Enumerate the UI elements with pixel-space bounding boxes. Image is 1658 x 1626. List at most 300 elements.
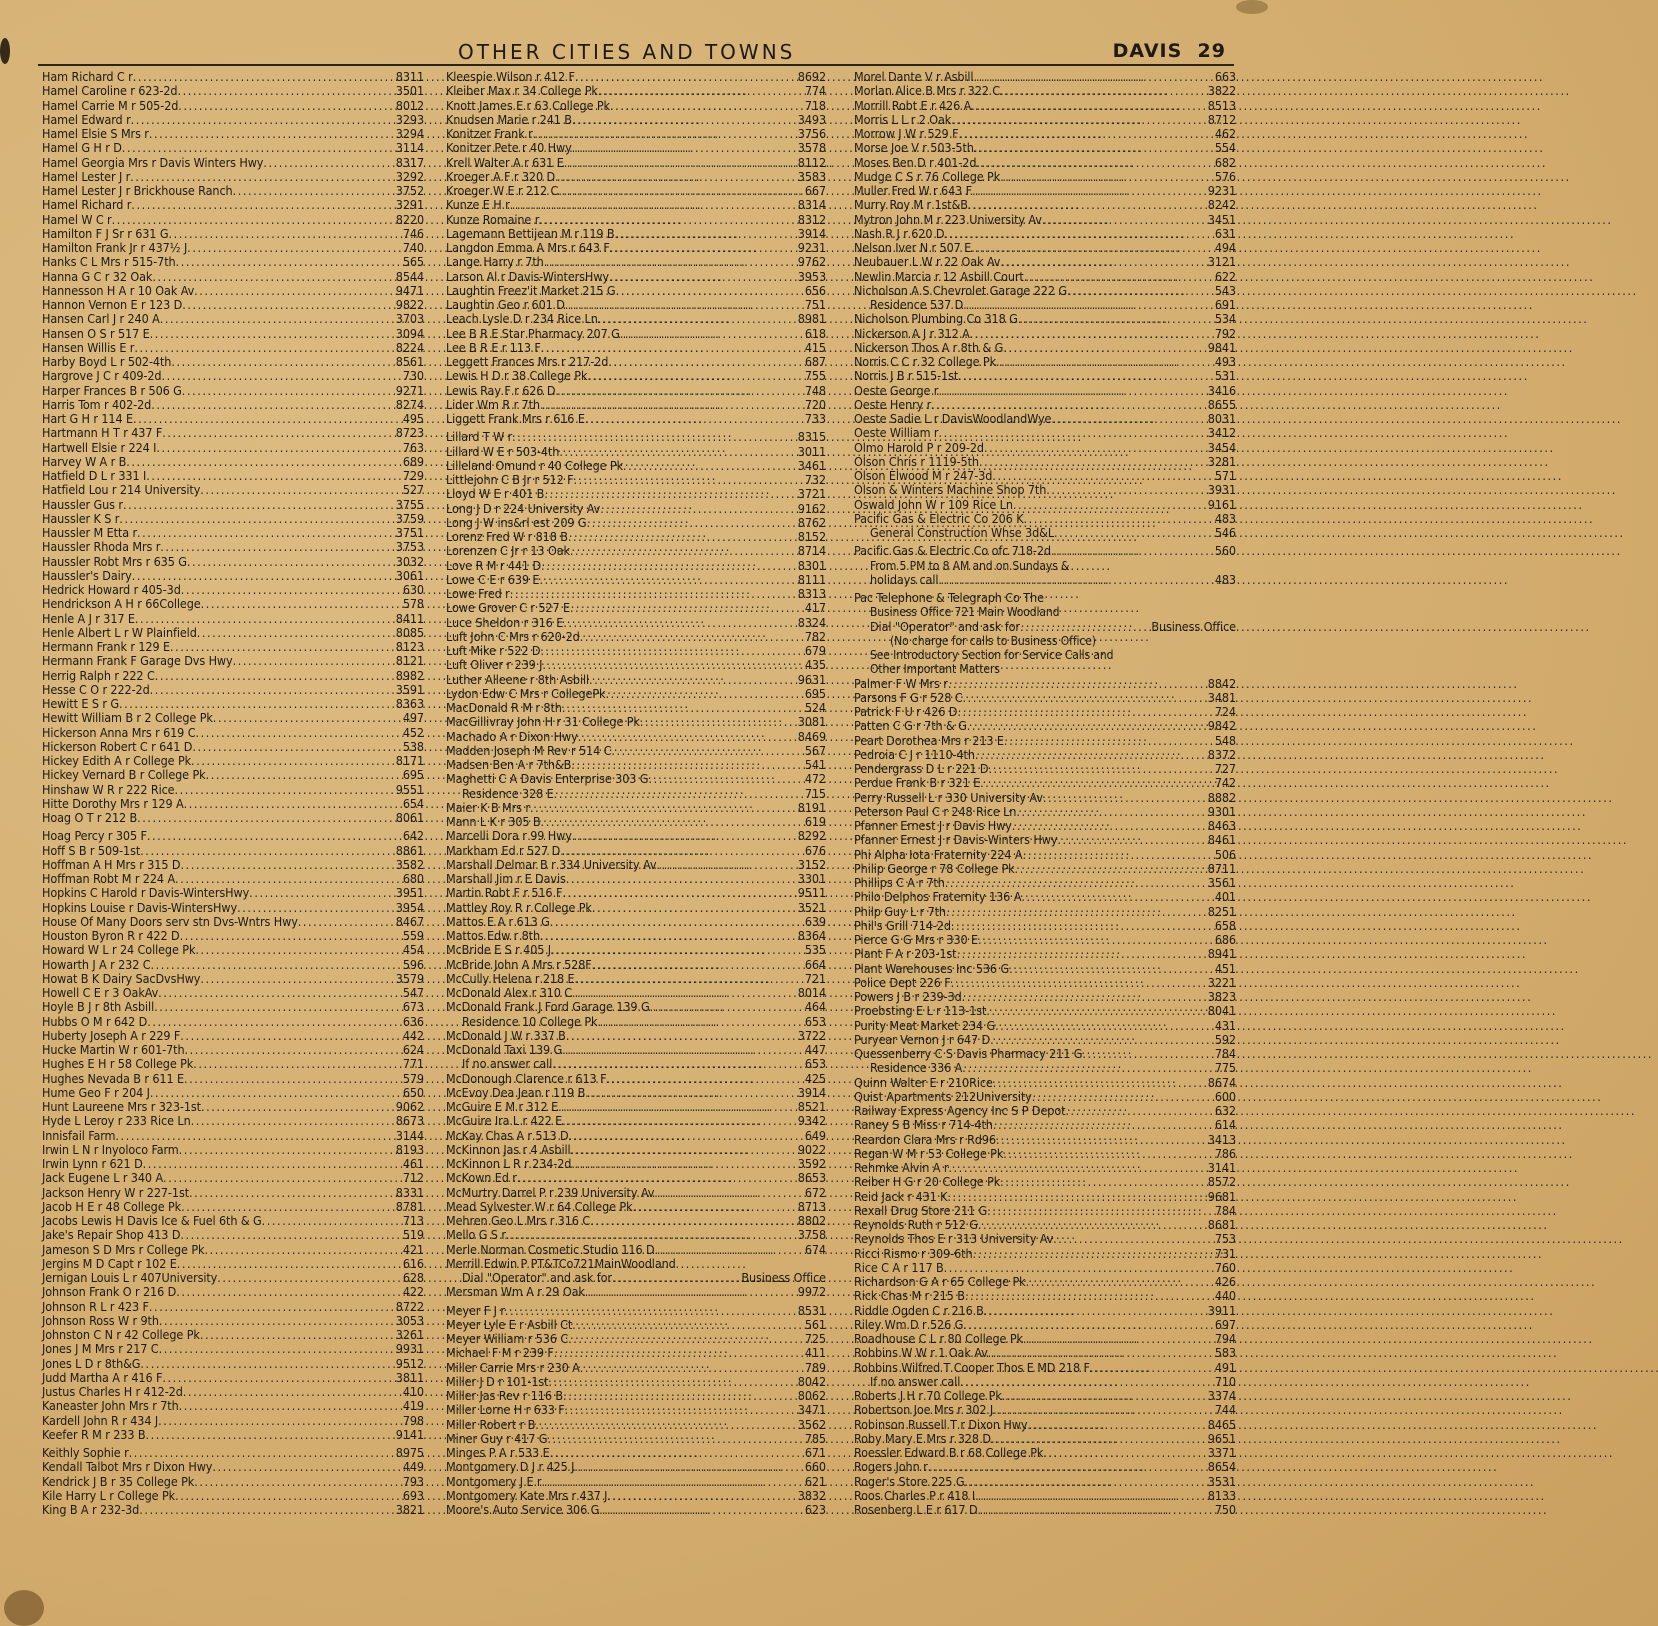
leader-dots — [119, 697, 395, 711]
leader-dots — [971, 99, 1207, 113]
listing-entry — [446, 412, 826, 426]
listing-phone: 494 — [1214, 240, 1236, 255]
listing-name: Roberts J H r 70 College Pk — [854, 1388, 1002, 1403]
leader-dots — [535, 1418, 797, 1432]
leader-dots — [976, 156, 1213, 170]
listing-phone: 8842 — [1207, 675, 1236, 691]
leader-dots — [233, 184, 395, 198]
listing-name: Philo Delphos Fraternity 136 A — [854, 889, 1022, 905]
leader-dots — [541, 341, 804, 355]
listing-name: Jones L D r 8th&G — [42, 1355, 141, 1371]
listing-phone: 3011 — [797, 443, 826, 459]
listing-entry — [854, 355, 1236, 369]
listing-name: Olson Elwood M r 247-3d — [854, 468, 993, 483]
listing-phone: 3371 — [1207, 1445, 1236, 1460]
listing-entry — [446, 601, 826, 615]
listing-name: Roadhouse C L r 80 College Pk — [854, 1331, 1023, 1346]
listing-phone: 653 — [804, 1056, 826, 1072]
leader-dots — [585, 1285, 797, 1299]
listing-name: Luce Sheldon r 316 E — [446, 614, 564, 630]
listing-entry — [446, 1257, 826, 1271]
listing-entry — [446, 1029, 826, 1043]
listing-entry — [446, 369, 826, 383]
listing-entry — [42, 483, 424, 497]
leader-dots — [951, 919, 1214, 933]
leader-dots — [1000, 170, 1214, 184]
listing-entry — [854, 327, 1236, 341]
listing-phone: 721 — [804, 970, 826, 986]
listing-phone: 3721 — [797, 486, 826, 502]
listing-entry — [42, 901, 424, 915]
listing-phone: 8242 — [1207, 197, 1236, 213]
listing-phone: 3061 — [395, 567, 424, 583]
listing-phone: 401 — [1214, 889, 1236, 905]
listing-entry — [446, 943, 826, 957]
listing-entry — [446, 1100, 826, 1114]
leader-dots — [129, 1446, 395, 1460]
listing-name: Purity Meat Market 234 G — [854, 1017, 996, 1033]
leader-dots — [931, 398, 1207, 412]
listing-entry — [446, 487, 826, 501]
leader-dots — [140, 844, 395, 858]
listing-entry — [854, 1033, 1236, 1047]
leader-dots — [640, 715, 797, 729]
leader-dots — [530, 801, 797, 815]
listing-entry — [854, 933, 1236, 947]
leader-dots — [200, 1328, 395, 1342]
leader-dots — [559, 445, 796, 459]
listing-name: Hughes Nevada B r 611 E — [42, 1070, 184, 1086]
listing-phone: 8781 — [395, 1198, 424, 1214]
listing-name: Residence 10 College Pk — [462, 1013, 598, 1029]
listing-phone: 576 — [1214, 168, 1236, 184]
listing-entry — [446, 573, 826, 587]
listing-phone: 3822 — [1207, 83, 1236, 99]
leader-dots — [175, 783, 395, 797]
listing-name: Phi Alpha Iota Fraternity 224 A — [854, 846, 1023, 862]
listing-name: Hewitt E S r G — [42, 696, 119, 711]
listing-phone: 744 — [1214, 1402, 1236, 1418]
leader-dots — [558, 184, 804, 198]
leader-dots — [150, 1086, 402, 1100]
listing-entry — [854, 947, 1236, 961]
listing-name: Reardon Clara Mrs r Rd96 — [854, 1131, 996, 1147]
listing-entry — [854, 573, 1236, 587]
listing-name: Morel Dante V r Asbill — [854, 69, 974, 84]
listing-name: Riley Wm D r 526 G — [854, 1316, 964, 1332]
listing-name: Mead Sylvester W r 64 College Pk — [446, 1198, 633, 1214]
listing-name: Roos Charles P r 418 I — [854, 1487, 976, 1503]
listing-entry — [42, 972, 424, 986]
listing-entry — [42, 369, 424, 383]
listing-phone: 8653 — [797, 1170, 826, 1186]
leader-dots — [563, 1389, 797, 1403]
listing-name: Kendrick J B r 35 College Pk — [42, 1473, 195, 1489]
listing-entry — [446, 1015, 826, 1029]
listing-entry — [854, 1318, 1236, 1332]
leader-dots — [1032, 1090, 1214, 1104]
listing-phone: 527 — [402, 482, 424, 498]
listing-entry — [446, 1143, 826, 1157]
listing-phone: 733 — [804, 411, 826, 426]
leader-dots — [510, 198, 797, 212]
leader-dots — [1042, 213, 1207, 227]
listing-entry — [446, 99, 826, 113]
listing-entry — [854, 384, 1236, 398]
listing-entry — [42, 526, 424, 540]
listing-name: Lewis Ray F r 626 D — [446, 382, 556, 398]
listing-name: Mytron John M r 223 University Av — [854, 211, 1042, 227]
leader-dots — [993, 1403, 1214, 1417]
listing-phone: 9842 — [1207, 718, 1236, 734]
listing-entry — [446, 1475, 826, 1489]
listing-phone: 674 — [804, 1241, 826, 1257]
listing-name: Miller Jas Rev r 116 B — [446, 1388, 563, 1403]
listing-name: Merrill Edwin P PT&TCo721MainWoodland — [446, 1255, 676, 1271]
leader-dots — [1065, 1104, 1213, 1118]
listing-entry — [42, 1228, 424, 1242]
listing-name: Keefer R M r 233 B — [42, 1426, 146, 1442]
listing-entry — [854, 848, 1236, 862]
listing-name: Mersman Wm A r 29 Oak — [446, 1284, 585, 1300]
leader-dots — [928, 1460, 1207, 1474]
listing-name: Pendergrass D L r 221 D — [854, 761, 989, 776]
listing-name: Haussler Rhoda Mrs r — [42, 539, 161, 555]
listing-name: Montgomery J E r — [446, 1473, 542, 1489]
listing-entry — [42, 1157, 424, 1171]
listing-entry — [854, 705, 1236, 719]
listing-phone: 9972 — [797, 1284, 826, 1300]
listing-phone: 3752 — [395, 183, 424, 198]
listing-name: Hughes E H r 58 College Pk — [42, 1056, 194, 1072]
listing-entry — [854, 1275, 1236, 1289]
leader-dots — [992, 469, 1214, 483]
listing-name: Lowe Fred r — [446, 586, 510, 601]
listing-phone: 3753 — [395, 539, 424, 555]
listing-phone: 560 — [1214, 543, 1236, 559]
listing-entry — [446, 1285, 826, 1299]
listing-phone: 798 — [402, 1412, 424, 1428]
leader-dots — [176, 1285, 402, 1299]
listing-name: Huberty Joseph A r 229 F — [42, 1027, 181, 1043]
leader-dots — [980, 776, 1214, 790]
listing-phone: 565 — [402, 254, 424, 270]
listing-phone: 3591 — [395, 681, 424, 697]
listing-name: Hamel Lester J r — [42, 168, 131, 184]
listing-name: If no answer call — [870, 1373, 961, 1389]
listing-phone: 9141 — [395, 1426, 424, 1442]
listing-phone: 3053 — [395, 1312, 424, 1328]
listing-name: Hewitt William B r 2 College Pk — [42, 710, 213, 726]
leader-dots — [541, 559, 797, 573]
listing-name: Regan W M r 53 College Pk — [854, 1145, 1004, 1161]
listing-phone: 483 — [1214, 510, 1236, 526]
leader-dots — [967, 719, 1207, 733]
listing-entry — [42, 1015, 424, 1029]
listing-entry — [854, 890, 1236, 904]
listing-entry — [446, 715, 826, 729]
listing-phone: 8224 — [395, 339, 424, 355]
listing-phone: 3703 — [395, 311, 424, 327]
page-header — [38, 40, 1234, 66]
listing-name: Mehren Geo L Mrs r 316 C — [446, 1213, 591, 1228]
listing-name: Kleiber Max r 34 College Pk — [446, 83, 598, 99]
listing-entry — [42, 284, 424, 298]
listing-entry — [446, 241, 826, 255]
listing-entry — [42, 127, 424, 141]
leader-dots — [1051, 412, 1206, 426]
listing-name: Robbins Wilfred T Cooper Thos E MD 218 F — [854, 1359, 1090, 1375]
listing-name: Hunt Laureene Mrs r 323-1st — [42, 1099, 201, 1114]
listing-name: Mattos E A r 613 G — [446, 913, 550, 929]
listing-note — [854, 605, 1236, 619]
leader-dots — [1090, 1361, 1214, 1375]
listing-entry — [42, 597, 424, 611]
leader-dots — [589, 673, 797, 687]
listing-entry — [42, 1129, 424, 1143]
leader-dots — [171, 355, 394, 369]
listing-phone: 8292 — [797, 828, 826, 844]
listing-entry — [446, 1503, 826, 1517]
listing-phone: 543 — [1214, 282, 1236, 298]
listing-entry — [446, 1228, 826, 1242]
listing-phone: 746 — [402, 225, 424, 241]
listing-phone: 672 — [804, 1184, 826, 1200]
listing-phone: 691 — [1214, 297, 1236, 312]
leader-dots — [542, 658, 803, 672]
leader-dots — [1043, 791, 1207, 805]
listing-name: Quessenberry C S Davis Pharmacy 211 G — [854, 1046, 1083, 1061]
listing-phone: 730 — [402, 368, 424, 384]
listing-entry — [42, 312, 424, 326]
listing-phone: 628 — [402, 1270, 424, 1285]
leader-dots — [145, 1428, 394, 1442]
listing-phone: 3121 — [1207, 254, 1236, 270]
listing-phone: 695 — [402, 767, 424, 783]
leader-dots — [575, 972, 804, 986]
leader-dots — [162, 1371, 394, 1385]
listing-phone: 3592 — [797, 1156, 826, 1171]
listing-entry — [42, 1043, 424, 1057]
listing-name: Police Dept 226 F — [854, 974, 951, 990]
listing-phone: 8031 — [1207, 411, 1236, 426]
listing-entry — [446, 744, 826, 758]
listing-phone: 8561 — [395, 354, 424, 369]
listing-phone: 671 — [804, 1445, 826, 1460]
listing-phone: 8521 — [797, 1099, 826, 1114]
listing-phone: 3412 — [1207, 425, 1236, 441]
listing-phone: 631 — [1214, 225, 1236, 241]
listing-entry — [854, 1346, 1236, 1360]
listing-entry — [854, 227, 1236, 241]
listing-phone: 461 — [402, 1156, 424, 1171]
listing-entry — [854, 1076, 1236, 1090]
listing-entry — [446, 872, 826, 886]
listing-name: Phillips C A r 7th — [854, 875, 945, 890]
listing-entry — [446, 787, 826, 801]
listing-entry — [42, 915, 424, 929]
listing-name: Harris Tom r 402-2d — [42, 396, 152, 412]
listing-phone: 8712 — [1207, 111, 1236, 127]
leader-dots — [975, 748, 1207, 762]
listing-entry — [446, 312, 826, 326]
listing-entry — [42, 441, 424, 455]
listing-entry — [42, 1214, 424, 1228]
listing-name: Newlin Marcia r 12 Asbill Court — [854, 268, 1024, 284]
listing-entry — [446, 986, 826, 1000]
leader-dots — [606, 1072, 803, 1086]
listing-name: Luther Alleene r 8th Asbill — [446, 671, 590, 687]
listing-name: Jack Eugene L r 340 A — [42, 1170, 164, 1186]
listing-entry — [446, 127, 826, 141]
listing-phone: 649 — [804, 1127, 826, 1143]
listing-entry — [446, 886, 826, 900]
listing-phone: 8111 — [797, 571, 826, 587]
listing-phone: 639 — [804, 913, 826, 929]
directory-column-2 — [446, 70, 826, 1614]
listing-name: Jake's Repair Shop 413 D — [42, 1227, 181, 1243]
listing-phone: Business Office — [1151, 618, 1236, 634]
leader-dots — [984, 1304, 1207, 1318]
listing-entry — [854, 1161, 1236, 1175]
listing-entry — [446, 341, 826, 355]
leader-dots — [566, 1029, 797, 1043]
listing-name: Lagemann Bettijean M r 119 B — [446, 225, 615, 241]
listing-phone: 3953 — [797, 268, 826, 284]
listing-phone: 421 — [402, 1241, 424, 1257]
leader-dots — [979, 455, 1207, 469]
listing-phone: 784 — [1214, 1202, 1236, 1218]
listing-phone: 8711 — [1207, 860, 1236, 876]
listing-phone: 592 — [1214, 1031, 1236, 1047]
leader-dots — [177, 1257, 402, 1271]
listing-name: Lloyd W E r 401 B — [446, 486, 545, 502]
listing-entry — [854, 255, 1236, 269]
listing-phone: 687 — [804, 354, 826, 369]
listing-phone: 3823 — [1207, 989, 1236, 1004]
listing-phone: 8941 — [1207, 946, 1236, 962]
listing-name: Oeste Henry r — [854, 396, 932, 412]
listing-entry — [854, 312, 1236, 326]
listing-phone: 3152 — [797, 856, 826, 872]
page-section-number — [1113, 40, 1226, 62]
listing-name: Hamel G H r D — [42, 140, 122, 156]
listing-name: Haussler's Dairy — [42, 567, 132, 583]
listing-name: Nickerson A J r 312 A — [854, 325, 970, 341]
listing-entry — [446, 284, 826, 298]
leader-dots — [1053, 1232, 1214, 1246]
listing-entry — [854, 1460, 1236, 1474]
listing-name: Jameson S D Mrs r College Pk — [42, 1241, 205, 1257]
leader-dots — [184, 797, 402, 811]
listing-phone: 417 — [804, 600, 826, 616]
listing-phone: 491 — [1214, 1359, 1236, 1375]
listing-entry — [446, 1432, 826, 1446]
listing-entry — [446, 1304, 826, 1318]
listing-entry — [42, 583, 424, 597]
leader-dots — [656, 858, 796, 872]
listing-phone: 3914 — [797, 1084, 826, 1100]
listing-phone: 3301 — [797, 871, 826, 886]
listing-name: Kroeger W E r 212 C — [446, 183, 559, 198]
listing-phone: 435 — [804, 657, 826, 673]
listing-entry — [854, 776, 1236, 790]
listing-name: Robinson Russell T r Dixon Hwy — [854, 1416, 1028, 1432]
listing-name: McBride E S r 405 J — [446, 942, 552, 958]
listing-phone: 538 — [402, 738, 424, 754]
listing-name: Hamel Edward r — [42, 111, 131, 127]
listing-phone: 8975 — [395, 1445, 424, 1460]
listing-phone: 567 — [804, 742, 826, 758]
listing-entry — [854, 412, 1236, 426]
listing-entry — [854, 1446, 1236, 1460]
listing-phone: 8861 — [395, 842, 424, 858]
listing-entry — [854, 719, 1236, 733]
leader-dots — [181, 583, 402, 597]
listing-name: Henle A J r 317 E — [42, 610, 135, 626]
listing-entry — [854, 905, 1236, 919]
listing-entry — [446, 1318, 826, 1332]
listing-name: Justus Charles H r 412-2d — [42, 1384, 183, 1399]
leader-dots — [1012, 819, 1207, 833]
leader-dots — [1024, 270, 1214, 284]
leader-dots — [154, 1000, 402, 1014]
listing-entry — [854, 1304, 1236, 1318]
listing-name: Residence 328 E — [462, 785, 554, 801]
leader-dots — [192, 740, 402, 754]
listing-name: Hinshaw W R r 222 Rice — [42, 781, 175, 797]
leader-dots — [168, 227, 401, 241]
leader-dots — [146, 469, 402, 483]
leader-dots — [562, 886, 796, 900]
listing-entry — [854, 791, 1236, 805]
listing-name: Hanks C L Mrs r 515-7th — [42, 254, 176, 270]
leader-dots — [180, 1029, 402, 1043]
listing-entry — [446, 687, 826, 701]
leader-dots — [262, 1214, 402, 1228]
listing-name: Muller Fred W r 643 F — [854, 183, 973, 198]
listing-entry — [854, 113, 1236, 127]
listing-entry — [446, 530, 826, 544]
leader-dots — [170, 640, 395, 654]
listing-phone: 561 — [804, 1316, 826, 1332]
listing-entry — [42, 929, 424, 943]
listing-phone: 9471 — [395, 282, 424, 298]
listing-name: Jones J M Mrs r 217 C — [42, 1341, 159, 1357]
listing-name: Oeste William r — [854, 425, 939, 441]
listing-entry — [446, 1086, 826, 1100]
listing-entry — [854, 398, 1236, 412]
listing-phone: 8655 — [1207, 396, 1236, 412]
listing-entry — [854, 734, 1236, 748]
listing-entry — [42, 1029, 424, 1043]
leader-dots — [951, 976, 1207, 990]
listing-entry — [42, 1171, 424, 1185]
listing-name: Robbins W W r 1 Oak Av — [854, 1345, 988, 1361]
listing-phone: 3951 — [395, 885, 424, 901]
leader-dots — [1000, 84, 1207, 98]
leader-dots — [984, 441, 1207, 455]
listing-entry — [854, 369, 1236, 383]
listing-entry — [446, 141, 826, 155]
listing-phone: 9231 — [797, 240, 826, 255]
listing-phone: 731 — [1214, 1245, 1236, 1261]
listing-name: Lydon Edw C Mrs r CollegePk — [446, 685, 606, 701]
listing-entry — [42, 1114, 424, 1128]
listing-entry — [854, 1147, 1236, 1161]
leader-dots — [555, 384, 803, 398]
listing-phone: 786 — [1214, 1145, 1236, 1161]
